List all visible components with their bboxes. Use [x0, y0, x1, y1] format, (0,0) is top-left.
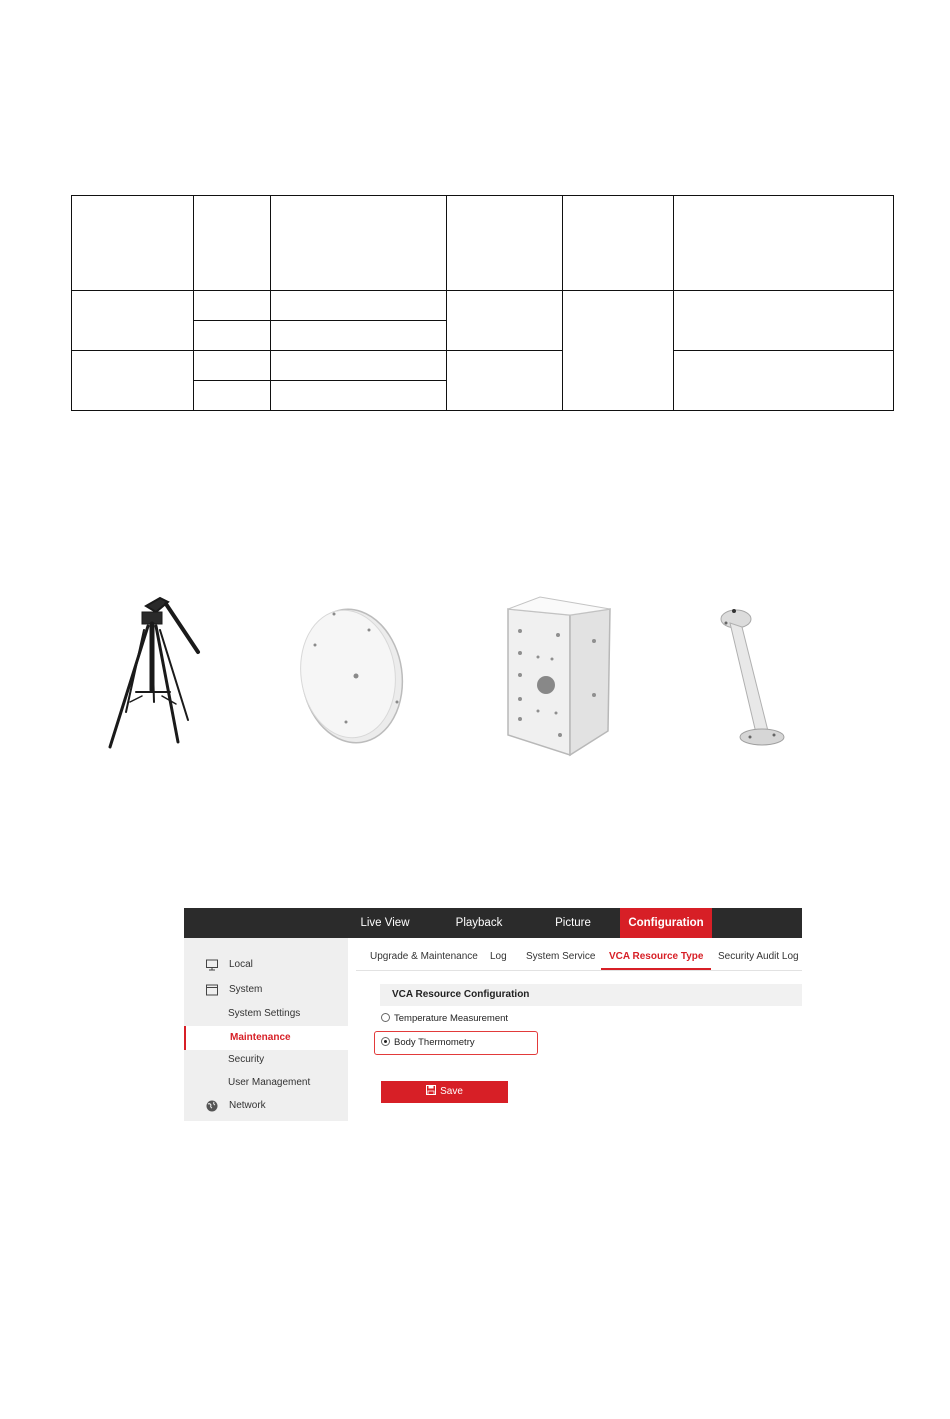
tab-vca-resource-type[interactable]: VCA Resource Type	[601, 946, 711, 970]
table-header-row	[72, 196, 894, 291]
nav-picture[interactable]: Picture	[555, 917, 591, 929]
sidebar	[184, 938, 348, 1121]
corner-mount-icon	[498, 595, 618, 757]
floppy-disk-icon	[426, 1085, 436, 1095]
table-row	[72, 351, 894, 381]
window-icon	[206, 984, 218, 996]
sidebar-item-local[interactable]	[184, 954, 348, 976]
pendant-mount-icon	[712, 603, 802, 753]
sidebar-item-label: Local	[229, 959, 253, 970]
sidebar-item-system-settings[interactable]	[184, 1003, 348, 1025]
web-config-screenshot	[184, 908, 802, 1121]
sidebar-item-system[interactable]	[184, 979, 348, 1001]
spec-table	[71, 195, 894, 411]
sidebar-item-maintenance[interactable]	[184, 1026, 350, 1050]
tab-bar	[356, 946, 802, 971]
save-label: Save	[440, 1086, 463, 1097]
sidebar-item-label: Network	[229, 1100, 266, 1111]
option-temperature-measurement[interactable]	[381, 1011, 508, 1027]
nav-playback[interactable]: Playback	[455, 917, 503, 929]
save-button[interactable]	[381, 1081, 508, 1103]
tripod-icon	[100, 592, 210, 752]
monitor-icon	[206, 959, 218, 971]
round-plate-icon	[296, 608, 411, 748]
tab-log[interactable]: Log	[490, 951, 507, 962]
tab-security-audit-log[interactable]: Security Audit Log	[718, 951, 799, 962]
top-navigation-bar	[184, 908, 802, 938]
table-row	[72, 291, 894, 321]
nav-configuration[interactable]: Configuration	[620, 908, 712, 938]
globe-icon	[206, 1100, 218, 1112]
option-label: Temperature Measurement	[394, 1013, 509, 1024]
sidebar-item-security[interactable]	[184, 1049, 348, 1071]
radio-unselected[interactable]	[381, 1013, 390, 1022]
tab-upgrade-maintenance[interactable]: Upgrade & Maintenance	[370, 951, 478, 962]
sidebar-item-user-management[interactable]	[184, 1072, 348, 1094]
option-label: Body Thermometry	[394, 1037, 475, 1048]
section-title: VCA Resource Configuration	[380, 984, 802, 1006]
sidebar-item-label: User Management	[228, 1077, 311, 1088]
sidebar-item-label: Security	[228, 1054, 265, 1065]
highlight-box	[374, 1031, 538, 1055]
sidebar-item-network[interactable]	[184, 1095, 348, 1117]
sidebar-item-label: Maintenance	[230, 1032, 291, 1043]
tab-system-service[interactable]: System Service	[526, 951, 596, 962]
nav-live-view[interactable]: Live View	[360, 917, 410, 929]
sidebar-item-label: System	[229, 984, 263, 995]
sidebar-item-label: System Settings	[228, 1008, 301, 1019]
